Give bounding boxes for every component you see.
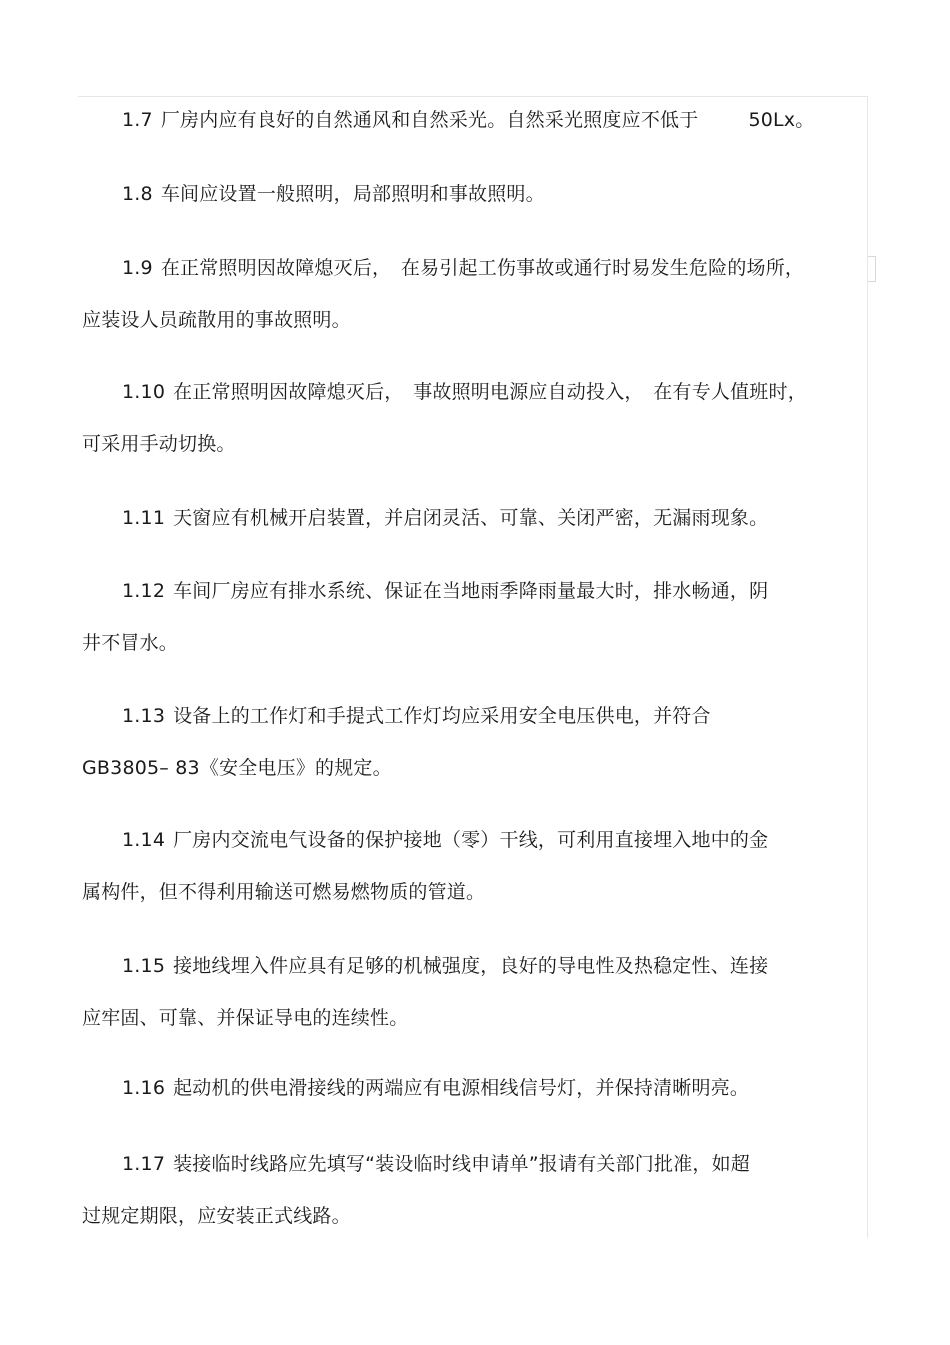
clause-1-8: [82, 168, 852, 220]
clause-1-17: [82, 1138, 852, 1242]
clause-number: 1.7: [122, 109, 153, 131]
clause-1-13: [82, 690, 852, 794]
clause-text-tail: 50Lx。: [748, 109, 815, 131]
clause-text: 装接临时线路应先填写“装设临时线申请单”报请有关部门批准，如超: [173, 1153, 750, 1175]
clause-1-10: [82, 366, 852, 470]
clause-1-9: [82, 242, 852, 346]
clause-text: 接地线埋入件应具有足够的机械强度，良好的导电性及热稳定性、连接: [173, 955, 769, 977]
clause-text: 车间应设置一般照明，局部照明和事故照明。: [160, 183, 545, 205]
clause-text: 起动机的供电滑接线的两端应有电源相线信号灯，并保持清晰明亮。: [173, 1077, 750, 1099]
clause-text: 设备上的工作灯和手提式工作灯均应采用安全电压供电，并符合: [173, 705, 711, 727]
clause-text-continued: GB3805– 83《安全电压》的规定。: [82, 757, 392, 779]
clause-number: 1.16: [122, 1077, 166, 1099]
clause-number: 1.15: [122, 955, 166, 977]
clause-text: 厂房内应有良好的自然通风和自然采光。自然采光照度应不低于: [160, 109, 699, 131]
clause-text-continued: 井不冒水。: [82, 632, 179, 654]
clause-text: 厂房内交流电气设备的保护接地（零）干线，可利用直接埋入地中的金: [173, 829, 769, 851]
clause-number: 1.12: [122, 580, 166, 602]
clause-text: 在正常照明因故障熄灭后， 在易引起工伤事故或通行时易发生危险的场所，: [160, 257, 805, 279]
clause-1-14: [82, 814, 852, 918]
clause-number: 1.14: [122, 829, 166, 851]
clause-text-continued: 应装设人员疏散用的事故照明。: [82, 309, 351, 331]
clause-text-continued: 属构件，但不得利用输送可燃易燃物质的管道。: [82, 881, 486, 903]
clause-1-7: [82, 94, 852, 146]
margin-marker: [868, 256, 876, 282]
clause-text: 在正常照明因故障熄灭后， 事故照明电源应自动投入， 在有专人值班时，: [173, 381, 807, 403]
clause-1-12: [82, 565, 852, 669]
clause-text-continued: 可采用手动切换。: [82, 433, 236, 455]
clause-1-16: [82, 1062, 852, 1114]
clause-1-11: [82, 492, 852, 544]
clause-number: 1.17: [122, 1153, 166, 1175]
clause-text: 天窗应有机械开启装置，并启闭灵活、可靠、关闭严密，无漏雨现象。: [173, 507, 769, 529]
clause-text-continued: 应牢固、可靠、并保证导电的连续性。: [82, 1007, 409, 1029]
clause-text: 车间厂房应有排水系统、保证在当地雨季降雨量最大时，排水畅通，阴: [173, 580, 769, 602]
clause-number: 1.9: [122, 257, 153, 279]
clause-number: 1.11: [122, 507, 166, 529]
clause-1-15: [82, 940, 852, 1044]
clause-number: 1.8: [122, 183, 153, 205]
clause-number: 1.10: [122, 381, 166, 403]
clause-text-continued: 过规定期限，应安装正式线路。: [82, 1205, 351, 1227]
clause-number: 1.13: [122, 705, 166, 727]
